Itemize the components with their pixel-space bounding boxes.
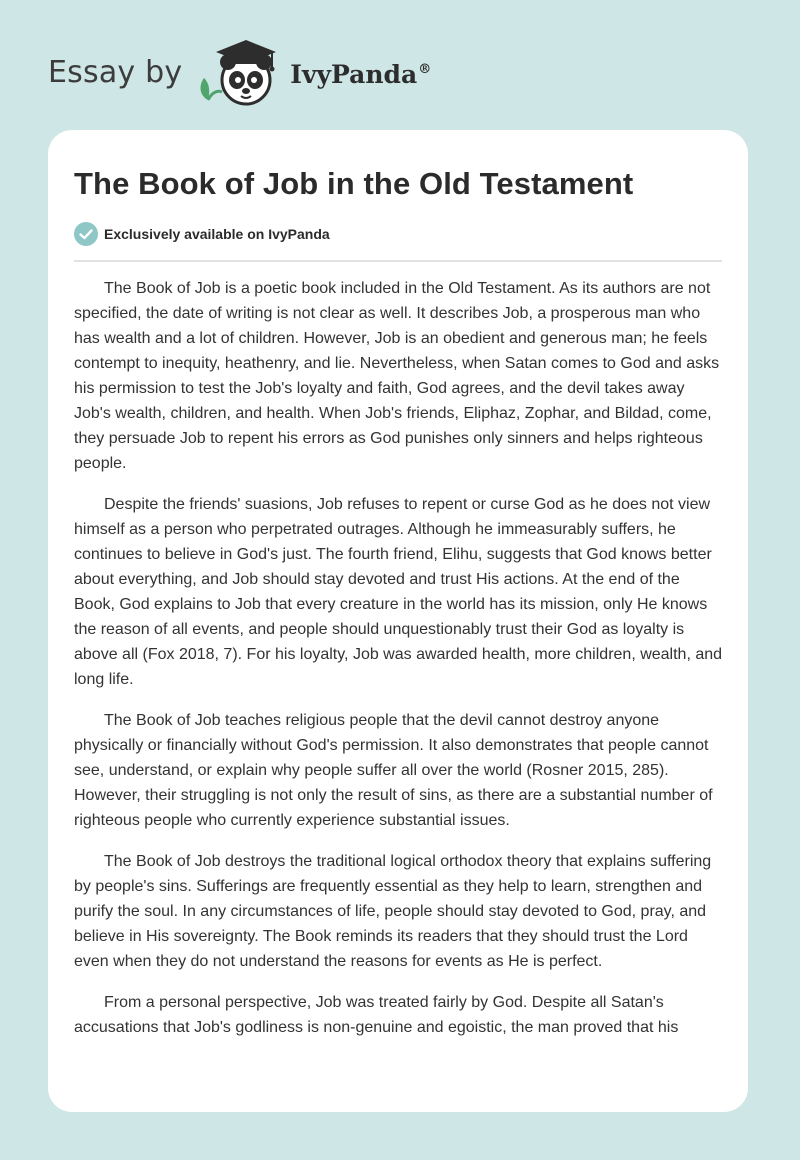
paragraph-3: The Book of Job teaches religious people that the devil cannot destroy anyone physically or financially without God's permission. It also demonstrates that people cannot see, understand, or explain why people suffer all over the world (Rosner 2015, 285). However, their struggling is not only the result of sins, as there are a substantial number of righteous people who currently experience substantial issues.	[74, 712, 713, 829]
essay-title: The Book of Job in the Old Testament	[74, 166, 634, 201]
panda-logo-icon	[196, 36, 284, 108]
checkmark-circle-icon	[74, 222, 98, 246]
brand-name: IvyPanda®	[290, 59, 432, 89]
divider	[74, 260, 722, 262]
paragraph-1: The Book of Job is a poetic book included in the Old Testament. As its authors are not specified, the date of writing is not clear as well. It describes Job, a prosperous man who has wealth and a lot of children. However, Job is an obedient and generous man; he feels contempt to inequity, heathenry, and lie. Nevertheless, when Satan comes to God and asks his permission to test the Job's loyalty and faith, God agrees, and the devil takes away Job's wealth, children, and health. When Job's friends, Eliphaz, Zophar, and Bildad, come, they persuade Job to repent his errors as God punishes only sinners and helps righteous people.	[74, 280, 720, 472]
paragraph-4: The Book of Job destroys the traditional logical orthodox theory that explains suffering by people's sins. Sufferings are frequently essential as they help to learn, strengthen and purify the soul. In any circumstances of life, people should stay devoted to God, pray, and believe in His sovereignty. The Book reminds its readers that they should trust the Lord even when they do not understand the reasons for events as He is perfect.	[74, 853, 712, 970]
paragraph-5: From a personal perspective, Job was treated fairly by God. Despite all Satan's accusations that Job's godliness is non-genuine and egoistic, the man proved that his	[74, 994, 679, 1036]
site-logo[interactable]	[48, 36, 431, 108]
essay-card	[48, 130, 748, 1112]
exclusive-label: Exclusively available on IvyPanda	[104, 226, 330, 242]
essay-body	[74, 276, 724, 1056]
essay-by-label: Essay by	[48, 54, 183, 90]
exclusive-badge	[74, 222, 330, 246]
paragraph-2: Despite the friends' suasions, Job refuses to repent or curse God as he does not view himself as a person who perpetrated outrages. Although he immeasurably suffers, he continues to believe in God's just. The fourth friend, Elihu, suggests that God knows better about everything, and Job should stay devoted and trust His actions. At the end of the Book, God explains to Job that every creature in the world has its mission, only He knows the reason of all events, and people should unquestionably trust their God as loyalty is above all (Fox 2018, 7). For his loyalty, Job was awarded health, more children, wealth, and long life.	[74, 496, 723, 688]
registered-mark: ®	[418, 62, 432, 78]
